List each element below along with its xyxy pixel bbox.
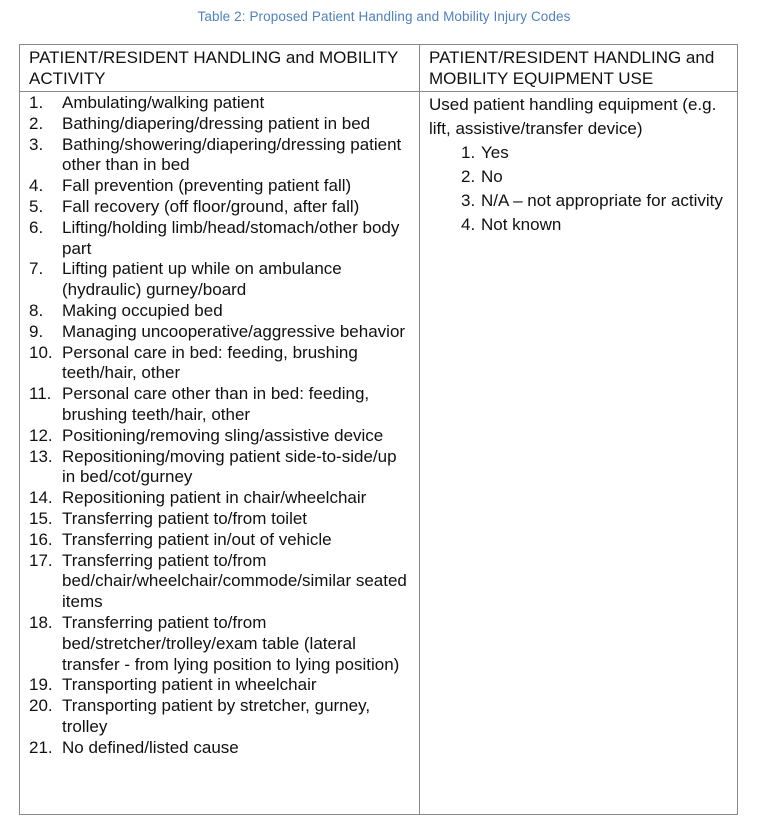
item-text: Making occupied bed xyxy=(62,300,223,320)
item-text: Transferring patient to/from bed/chair/wheelchair/commode/similar seated items xyxy=(62,550,407,612)
item-number: 4. xyxy=(29,176,44,196)
item-text: Transporting patient in wheelchair xyxy=(62,675,317,695)
list-item xyxy=(29,696,411,738)
item-number: 3. xyxy=(461,191,476,210)
list-item xyxy=(29,93,411,114)
item-number: 10. xyxy=(29,342,53,362)
item-text: Bathing/diapering/dressing patient in bed xyxy=(62,113,371,133)
item-number: 1. xyxy=(29,93,44,112)
item-text: Lifting patient up while on ambulance (hydraulic) gurney/board xyxy=(62,259,342,300)
item-number: 9. xyxy=(29,321,44,341)
item-text: Repositioning patient in chair/wheelchair xyxy=(62,488,367,508)
list-item xyxy=(29,613,411,675)
item-text: Ambulating/walking patient xyxy=(62,93,265,112)
list-item xyxy=(29,114,411,135)
item-number: 18. xyxy=(29,612,53,632)
list-item xyxy=(29,384,411,426)
item-text: Managing uncooperative/aggressive behavior xyxy=(62,321,406,341)
item-text: Transferring patient to/from toilet xyxy=(62,508,308,528)
item-text: Bathing/showering/diapering/dressing patient other than in bed xyxy=(62,134,402,175)
list-item xyxy=(29,738,411,759)
list-item xyxy=(461,141,729,165)
activity-list xyxy=(20,93,411,759)
equipment-intro: Used patient handling equipment (e.g. lift, assistive/transfer device) xyxy=(429,95,717,138)
item-number: 6. xyxy=(29,217,44,237)
table-caption: Table 2: Proposed Patient Handling and Mobility Injury Codes xyxy=(197,9,571,24)
item-number: 8. xyxy=(29,300,44,320)
item-text: Personal care in bed: feeding, brushing teeth/hair, other xyxy=(62,342,358,383)
list-item xyxy=(29,343,411,385)
list-item xyxy=(29,322,411,343)
item-number: 20. xyxy=(29,696,53,716)
item-text: Transferring patient to/from bed/stretcher/trolley/exam table (lateral transfer - from lying position to lying position) xyxy=(62,612,400,674)
list-item xyxy=(29,530,411,551)
item-number: 21. xyxy=(29,737,53,757)
header-row xyxy=(20,45,738,92)
item-number: 15. xyxy=(29,508,53,528)
body-row xyxy=(20,92,738,815)
list-item xyxy=(29,176,411,197)
item-number: 7. xyxy=(29,259,44,279)
item-text: No xyxy=(481,167,503,186)
list-item xyxy=(461,165,729,189)
list-item xyxy=(29,259,411,301)
item-text: Personal care other than in bed: feeding, brushing teeth/hair, other xyxy=(62,384,370,424)
item-number: 2. xyxy=(29,113,44,133)
item-number: 11. xyxy=(29,384,52,404)
list-item xyxy=(29,509,411,530)
item-text: No defined/listed cause xyxy=(62,737,239,757)
item-text: Transporting patient by stretcher, gurney, trolley xyxy=(62,696,371,736)
equipment-options-list xyxy=(429,141,729,237)
item-text: Positioning/removing sling/assistive device xyxy=(62,425,384,445)
item-number: 2. xyxy=(461,167,476,186)
item-number: 1. xyxy=(461,143,476,162)
list-item xyxy=(29,551,411,613)
item-text: Fall recovery (off floor/ground, after fall) xyxy=(62,196,360,216)
activity-cell xyxy=(20,92,420,815)
list-item xyxy=(29,218,411,260)
list-item xyxy=(29,301,411,322)
header-equipment-use: PATIENT/RESIDENT HANDLING and MOBILITY EQUIPMENT USE xyxy=(420,45,738,92)
item-number: 13. xyxy=(29,446,53,466)
item-text: Fall prevention (preventing patient fall) xyxy=(62,176,352,196)
item-text: Repositioning/moving patient side-to-side/up in bed/cot/gurney xyxy=(62,446,397,487)
list-item xyxy=(29,197,411,218)
list-item xyxy=(29,488,411,509)
list-item xyxy=(29,426,411,447)
item-text: Yes xyxy=(481,143,509,162)
injury-codes-table xyxy=(19,44,738,815)
item-number: 19. xyxy=(29,675,53,695)
item-number: 3. xyxy=(29,134,44,154)
item-number: 17. xyxy=(29,550,53,570)
list-item xyxy=(29,675,411,696)
list-item xyxy=(29,447,411,489)
item-number: 12. xyxy=(29,425,53,445)
list-item xyxy=(29,135,411,177)
equipment-cell xyxy=(420,92,738,815)
list-item xyxy=(461,213,729,237)
item-text: Transferring patient in/out of vehicle xyxy=(62,529,332,549)
item-number: 16. xyxy=(29,529,53,549)
item-text: N/A – not appropriate for activity xyxy=(481,191,723,210)
list-item xyxy=(461,189,729,213)
item-text: Not known xyxy=(481,215,562,234)
header-activity: PATIENT/RESIDENT HANDLING and MOBILITY ACTIVITY xyxy=(20,45,420,92)
item-number: 14. xyxy=(29,488,53,508)
item-text: Lifting/holding limb/head/stomach/other body part xyxy=(62,217,400,258)
item-number: 4. xyxy=(461,215,476,234)
item-number: 5. xyxy=(29,196,44,216)
